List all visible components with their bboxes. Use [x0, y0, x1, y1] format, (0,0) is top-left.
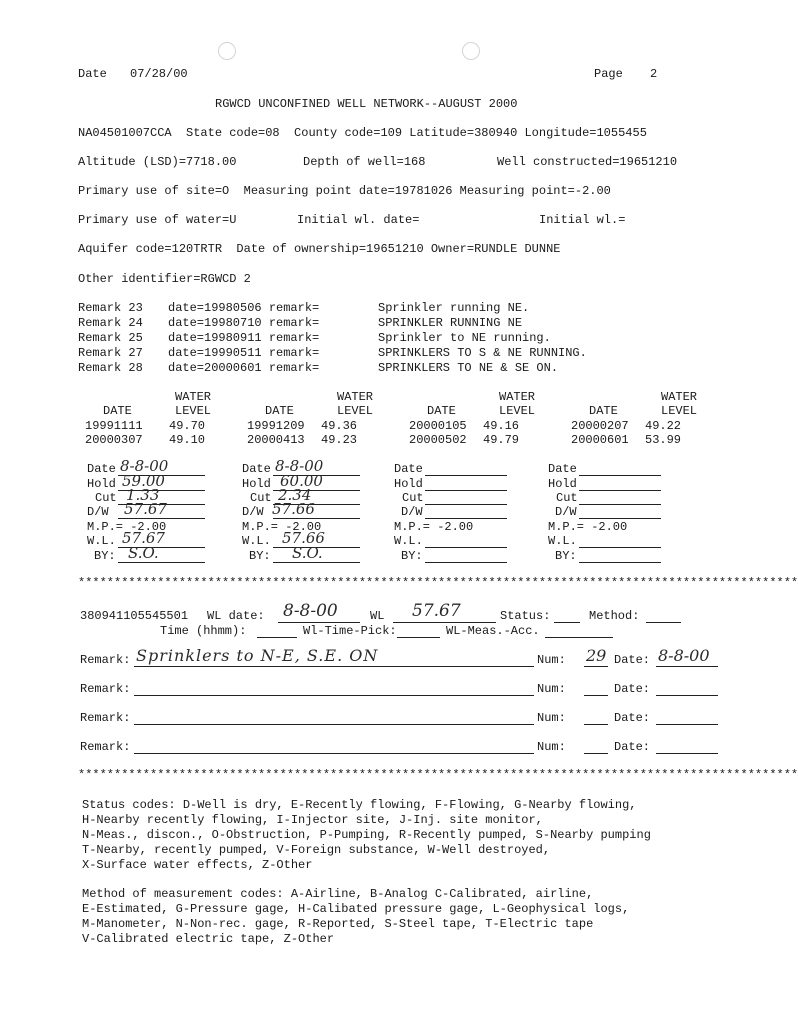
form-by-line[interactable]: [425, 562, 507, 563]
form-date-label: Date: [394, 462, 423, 476]
page-number: 2: [650, 67, 658, 81]
asterisk-divider: ****************************************************************************************************: [78, 576, 798, 590]
water-header: WATER: [499, 390, 536, 404]
remark-date-field[interactable]: [656, 666, 718, 667]
remark-date-field[interactable]: [656, 724, 718, 725]
meas-acc-label: WL-Meas.-Acc.: [446, 624, 540, 638]
remark-date-label: Date:: [614, 740, 651, 754]
form-by-label: BY:: [94, 549, 116, 563]
document-title: RGWCD UNCONFINED WELL NETWORK--AUGUST 2000: [215, 97, 518, 111]
form-dw-label: D/W: [401, 505, 423, 519]
form-dw-label: D/W: [555, 505, 577, 519]
water-header: WATER: [661, 390, 698, 404]
form-by-label: BY:: [401, 549, 423, 563]
remark-entry-label: Remark:: [80, 682, 131, 696]
status-field[interactable]: [554, 622, 580, 623]
level-value: 49.10: [169, 433, 206, 447]
form-cut-handwritten: 1.33: [126, 486, 160, 504]
num-label: Num:: [537, 682, 566, 696]
num-handwritten: 29: [586, 646, 607, 665]
remark-entry-field[interactable]: [134, 666, 534, 667]
level-header: LEVEL: [499, 404, 536, 418]
level-value: 49.79: [483, 433, 520, 447]
remark-label: Remark 23: [78, 301, 143, 315]
form-hold-label: Hold: [242, 477, 271, 491]
form-wl-label: W.L.: [394, 534, 423, 548]
status-codes-line: X-Surface water effects, Z-Other: [82, 858, 313, 872]
use-of-water: Primary use of water=U: [78, 213, 237, 227]
page-label: Page: [594, 67, 623, 81]
form-hold-line[interactable]: [579, 490, 661, 491]
remark-label: Remark 25: [78, 331, 143, 345]
form-dw-line[interactable]: [118, 518, 205, 519]
wl-date-label: WL date:: [207, 609, 265, 623]
remark-date: date=19980710 remark=: [168, 316, 320, 330]
site-id-line: NA04501007CCA State code=08 County code=109 Latitude=380940 Longitude=1055455: [78, 126, 647, 140]
level-value: 49.36: [321, 419, 358, 433]
form-hold-handwritten: 59.00: [122, 472, 165, 490]
status-label: Status:: [500, 609, 551, 623]
remark-text: Sprinkler to NE running.: [378, 331, 551, 345]
form-date-label: Date: [548, 462, 577, 476]
aquifer-line: Aquifer code=120TRTR Date of ownership=19651210 Owner=RUNDLE DUNNE: [78, 242, 561, 256]
wl-date-field[interactable]: [278, 622, 360, 623]
asterisk-divider: ****************************************************************************************************: [78, 768, 798, 782]
form-wl-line[interactable]: [579, 547, 661, 548]
method-field[interactable]: [646, 622, 681, 623]
form-by-label: BY:: [555, 549, 577, 563]
remark-date-field[interactable]: [656, 695, 718, 696]
form-date-line[interactable]: [579, 475, 661, 476]
form-wl-label: W.L.: [87, 534, 116, 548]
form-wl-handwritten: 57.67: [122, 529, 165, 547]
level-date: 19991111: [85, 419, 143, 433]
remark-entry-label: Remark:: [80, 711, 131, 725]
remark-entry-field[interactable]: [134, 724, 534, 725]
form-cut-handwritten: 2.34: [278, 486, 312, 504]
form-mp-label: M.P.= -2.00: [548, 520, 628, 534]
level-date: 20000207: [571, 419, 629, 433]
remark-entry-field[interactable]: [134, 695, 534, 696]
level-header: LEVEL: [175, 404, 212, 418]
form-cut-line[interactable]: [425, 504, 507, 505]
form-dw-line[interactable]: [425, 518, 507, 519]
remark-label: Remark 28: [78, 361, 143, 375]
initial-wl-date: Initial wl. date=: [297, 213, 420, 227]
punch-hole-left: [218, 42, 236, 60]
form-by-line[interactable]: [273, 562, 360, 563]
form-by-handwritten: S.O.: [292, 544, 323, 562]
punch-hole-right: [462, 42, 480, 60]
remark-entry-label: Remark:: [80, 653, 131, 667]
num-label: Num:: [537, 740, 566, 754]
form-date-label: Date: [87, 462, 116, 476]
form-hold-label: Hold: [548, 477, 577, 491]
form-wl-handwritten: 57.66: [282, 529, 325, 547]
num-field[interactable]: [584, 724, 608, 725]
level-value: 53.99: [645, 433, 682, 447]
num-field[interactable]: [584, 753, 608, 754]
form-hold-label: Hold: [394, 477, 423, 491]
wl-date-handwritten: 8-8-00: [283, 601, 338, 621]
use-of-site-line: Primary use of site=O Measuring point date=19781026 Measuring point=-2.00: [78, 184, 611, 198]
level-date: 20000413: [247, 433, 305, 447]
method-codes-line: M-Manometer, N-Non-rec. gage, R-Reported, S-Steel tape, T-Electric tape: [82, 917, 594, 931]
level-value: 49.70: [169, 419, 206, 433]
method-codes-line: Method of measurement codes: A-Airline, B-Analog C-Calibrated, airline,: [82, 887, 594, 901]
water-header: WATER: [337, 390, 374, 404]
wl-field[interactable]: [393, 622, 496, 623]
altitude: Altitude (LSD)=7718.00: [78, 155, 237, 169]
form-hold-label: Hold: [87, 477, 116, 491]
num-label: Num:: [537, 653, 566, 667]
date-header: DATE: [265, 404, 294, 418]
level-value: 49.23: [321, 433, 358, 447]
remark-date: date=19980506 remark=: [168, 301, 320, 315]
form-dw-handwritten: 57.66: [272, 500, 315, 518]
level-date: 20000601: [571, 433, 629, 447]
level-date: 19991209: [247, 419, 305, 433]
date-header: DATE: [427, 404, 456, 418]
initial-wl: Initial wl.=: [539, 213, 626, 227]
form-cut-label: Cut: [250, 491, 272, 505]
status-codes-line: H-Nearby recently flowing, I-Injector site, J-Inj. site monitor,: [82, 813, 543, 827]
wl-handwritten: 57.67: [412, 601, 461, 621]
form-date-handwritten: 8-8-00: [120, 457, 169, 475]
well-constructed: Well constructed=19651210: [497, 155, 678, 169]
form-mp-label: M.P.= -2.00: [87, 520, 167, 534]
remark-label: Remark 24: [78, 316, 143, 330]
form-hold-line[interactable]: [425, 490, 507, 491]
form-dw-label: D/W: [242, 505, 264, 519]
remark-date: date=19980911 remark=: [168, 331, 320, 345]
remark-text: SPRINKLER RUNNING NE: [378, 316, 523, 330]
remark-date: date=20000601 remark=: [168, 361, 320, 375]
form-mp-label: M.P.= -2.00: [242, 520, 322, 534]
time-label: Time (hhmm):: [160, 624, 247, 638]
num-field[interactable]: [584, 695, 608, 696]
remark-date-label: Date:: [614, 711, 651, 725]
form-wl-line[interactable]: [425, 547, 507, 548]
status-codes-line: Status codes: D-Well is dry, E-Recently flowing, F-Flowing, G-Nearby flowing,: [82, 798, 637, 812]
remark-date-field[interactable]: [656, 753, 718, 754]
form-cut-line[interactable]: [579, 504, 661, 505]
remark-label: Remark 27: [78, 346, 143, 360]
remark-text: SPRINKLERS TO NE & SE ON.: [378, 361, 559, 375]
status-codes-line: T-Nearby, recently pumped, V-Foreign substance, W-Well destroyed,: [82, 843, 551, 857]
form-date-line[interactable]: [425, 475, 507, 476]
time-pick-field[interactable]: [397, 637, 440, 638]
level-header: LEVEL: [661, 404, 698, 418]
remark-date-label: Date:: [614, 682, 651, 696]
other-identifier: Other identifier=RGWCD 2: [78, 272, 251, 286]
level-value: 49.22: [645, 419, 682, 433]
remark-entry-field[interactable]: [134, 753, 534, 754]
form-dw-label: D/W: [87, 505, 109, 519]
level-date: 20000502: [409, 433, 467, 447]
time-field[interactable]: [257, 637, 297, 638]
well-depth: Depth of well=168: [303, 155, 426, 169]
form-cut-label: Cut: [402, 491, 424, 505]
form-by-handwritten: S.O.: [128, 544, 159, 562]
method-label: Method:: [589, 609, 640, 623]
form-hold-handwritten: 60.00: [280, 472, 323, 490]
form-dw-line[interactable]: [273, 518, 360, 519]
form-by-label: BY:: [249, 549, 271, 563]
level-value: 49.16: [483, 419, 520, 433]
water-header: WATER: [175, 390, 212, 404]
entry-site-id: 380941105545501: [80, 609, 189, 623]
level-date: 20000307: [85, 433, 143, 447]
num-field[interactable]: [584, 666, 608, 667]
form-cut-label: Cut: [556, 491, 578, 505]
form-by-line[interactable]: [579, 562, 661, 563]
remark-date: date=19990511 remark=: [168, 346, 320, 360]
print-date: 07/28/00: [130, 67, 188, 81]
form-date-label: Date: [242, 462, 271, 476]
wl-label: WL: [370, 609, 385, 623]
time-pick-label: Wl-Time-Pick:: [303, 624, 397, 638]
form-mp-label: M.P.= -2.00: [394, 520, 474, 534]
method-codes-line: E-Estimated, G-Pressure gage, H-Calibated pressure gage, L-Geophysical logs,: [82, 902, 630, 916]
remark-date-label: Date:: [614, 653, 651, 667]
date-header: DATE: [103, 404, 132, 418]
remark-entry-handwritten: Sprinklers to N-E, S.E. ON: [136, 646, 379, 665]
status-codes-line: N-Meas., discon., O-Obstruction, P-Pumping, R-Recently pumped, S-Nearby pumping: [82, 828, 651, 842]
form-cut-label: Cut: [95, 491, 117, 505]
level-header: LEVEL: [337, 404, 374, 418]
remark-text: SPRINKLERS TO S & NE RUNNING.: [378, 346, 587, 360]
date-header: DATE: [589, 404, 618, 418]
num-label: Num:: [537, 711, 566, 725]
form-dw-handwritten: 57.67: [124, 500, 167, 518]
remark-entry-label: Remark:: [80, 740, 131, 754]
form-by-line[interactable]: [118, 562, 205, 563]
form-dw-line[interactable]: [579, 518, 661, 519]
level-date: 20000105: [409, 419, 467, 433]
form-date-handwritten: 8-8-00: [275, 457, 324, 475]
form-wl-label: W.L.: [548, 534, 577, 548]
remark-text: Sprinkler running NE.: [378, 301, 530, 315]
method-codes-line: V-Calibrated electric tape, Z-Other: [82, 932, 335, 946]
remark-date-handwritten: 8-8-00: [658, 646, 710, 665]
date-label: Date: [78, 67, 107, 81]
meas-acc-field[interactable]: [545, 637, 613, 638]
form-wl-label: W.L.: [242, 534, 271, 548]
